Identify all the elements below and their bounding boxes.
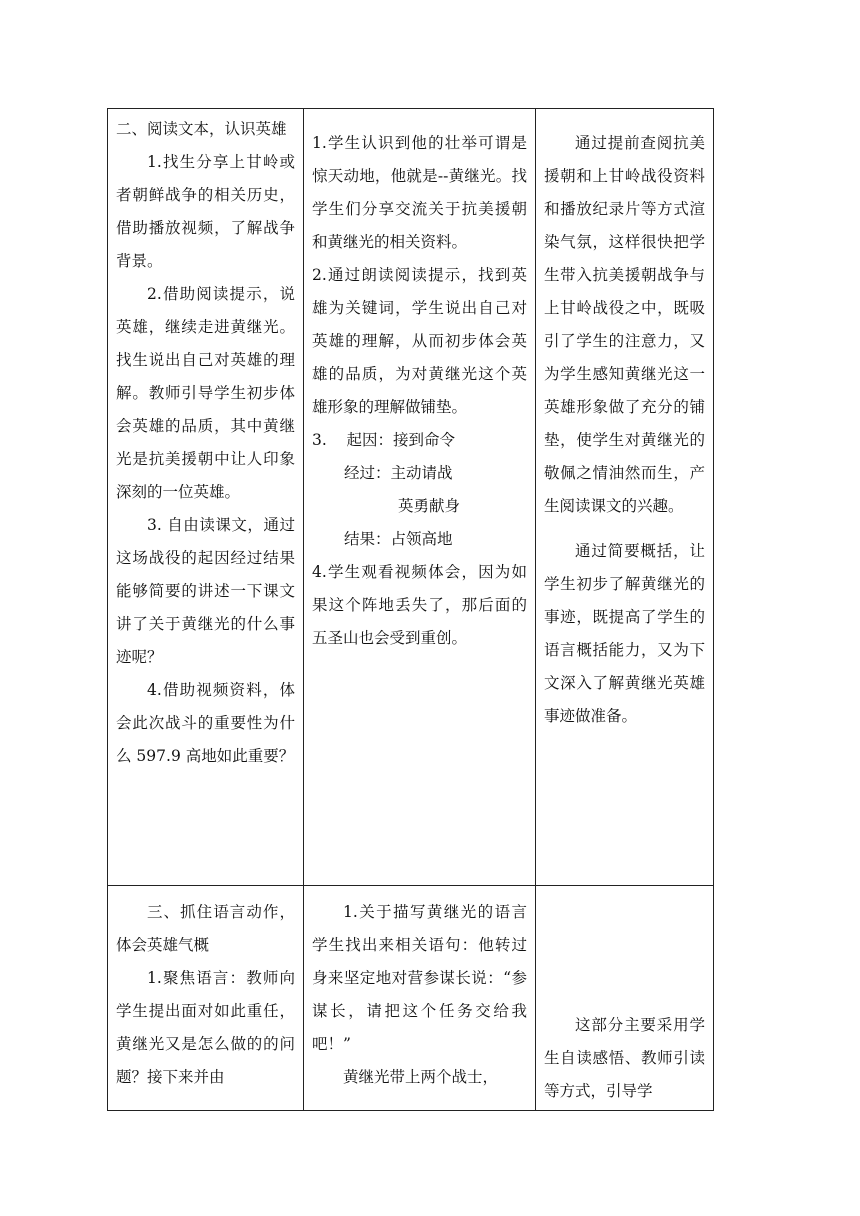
list-item: 通过简要概括，让学生初步了解黄继光的事迹，既提高了学生的语言概括能力，又为下文深入了解黄继光英雄事迹做准备。 <box>544 542 705 725</box>
student-activity-cell <box>304 109 536 886</box>
list-item: 1.找生分享上甘岭或者朝鲜战争的相关历史，借助播放视频，了解战争背景。 <box>116 153 295 270</box>
list-item: 2.通过朗读阅读提示，找到英雄为关键词，学生说出自己对英雄的理解，从而初步体会英雄的品质，为对黄继光这个英雄形象的理解做铺垫。 <box>312 266 527 416</box>
list-item: 通过提前查阅抗美援朝和上甘岭战役资料和播放纪录片等方式渲染气氛，这样很快把学生带入抗美援朝战争与上甘岭战役之中，既吸引了学生的注意力，又为学生感知黄继光这一英雄形象做了充分的铺垫，使学生对黄继光的敬佩之情油然而生，产生阅读课文的兴趣。 <box>544 134 705 515</box>
list-item: 黄继光带上两个战士， <box>343 1068 499 1086</box>
list-item: 英勇献身 <box>398 497 461 515</box>
table-row <box>108 886 714 1111</box>
table-row <box>108 109 714 886</box>
design-intent-cell <box>536 886 714 1111</box>
teaching-process-cell <box>108 886 304 1111</box>
section-heading: 二、阅读文本，认识英雄 <box>116 120 287 138</box>
teaching-process-cell <box>108 109 304 886</box>
design-intent-cell <box>536 109 714 886</box>
list-item: 1.聚焦语言：教师向学生提出面对如此重任，黄继光又是怎么做的的问题？接下来并由 <box>116 969 295 1086</box>
list-item: 4.借助视频资料，体会此次战斗的重要性为什么 597.9 高地如此重要？ <box>116 681 295 765</box>
list-item: 这部分主要采用学生自读感悟、教师引读等方式，引导学 <box>544 1016 705 1100</box>
section-heading: 三、抓住语言动作，体会英雄气概 <box>116 903 295 954</box>
list-item: 结果：占领高地 <box>344 530 453 548</box>
list-item: 1.学生认识到他的壮举可谓是惊天动地，他就是--黄继光。找学生们分享交流关于抗美援朝和黄继光的相关资料。 <box>312 134 527 251</box>
list-item: 1.关于描写黄继光的语言学生找出来相关语句：他转过身来坚定地对营参谋长说：“参谋长，请把这个任务交给我吧！” <box>312 903 527 1053</box>
list-item: 经过：主动请战 <box>344 464 453 482</box>
list-item: 2.借助阅读提示，说英雄，继续走进黄继光。找生说出自己对英雄的理解。教师引导学生初步体会英雄的品质，其中黄继光是抗美援朝中让人印象深刻的一位英雄。 <box>116 285 295 501</box>
lesson-plan-table <box>107 108 714 1111</box>
list-item: 3. 自由读课文，通过这场战役的起因经过结果能够简要的讲述一下课文讲了关于黄继光的什么事迹呢？ <box>116 516 295 666</box>
student-activity-cell <box>304 886 536 1111</box>
list-item: 4.学生观看视频体会，因为如果这个阵地丢失了，那后面的五圣山也会受到重创。 <box>312 563 527 647</box>
list-item: 3. 起因：接到命令 <box>312 431 455 449</box>
